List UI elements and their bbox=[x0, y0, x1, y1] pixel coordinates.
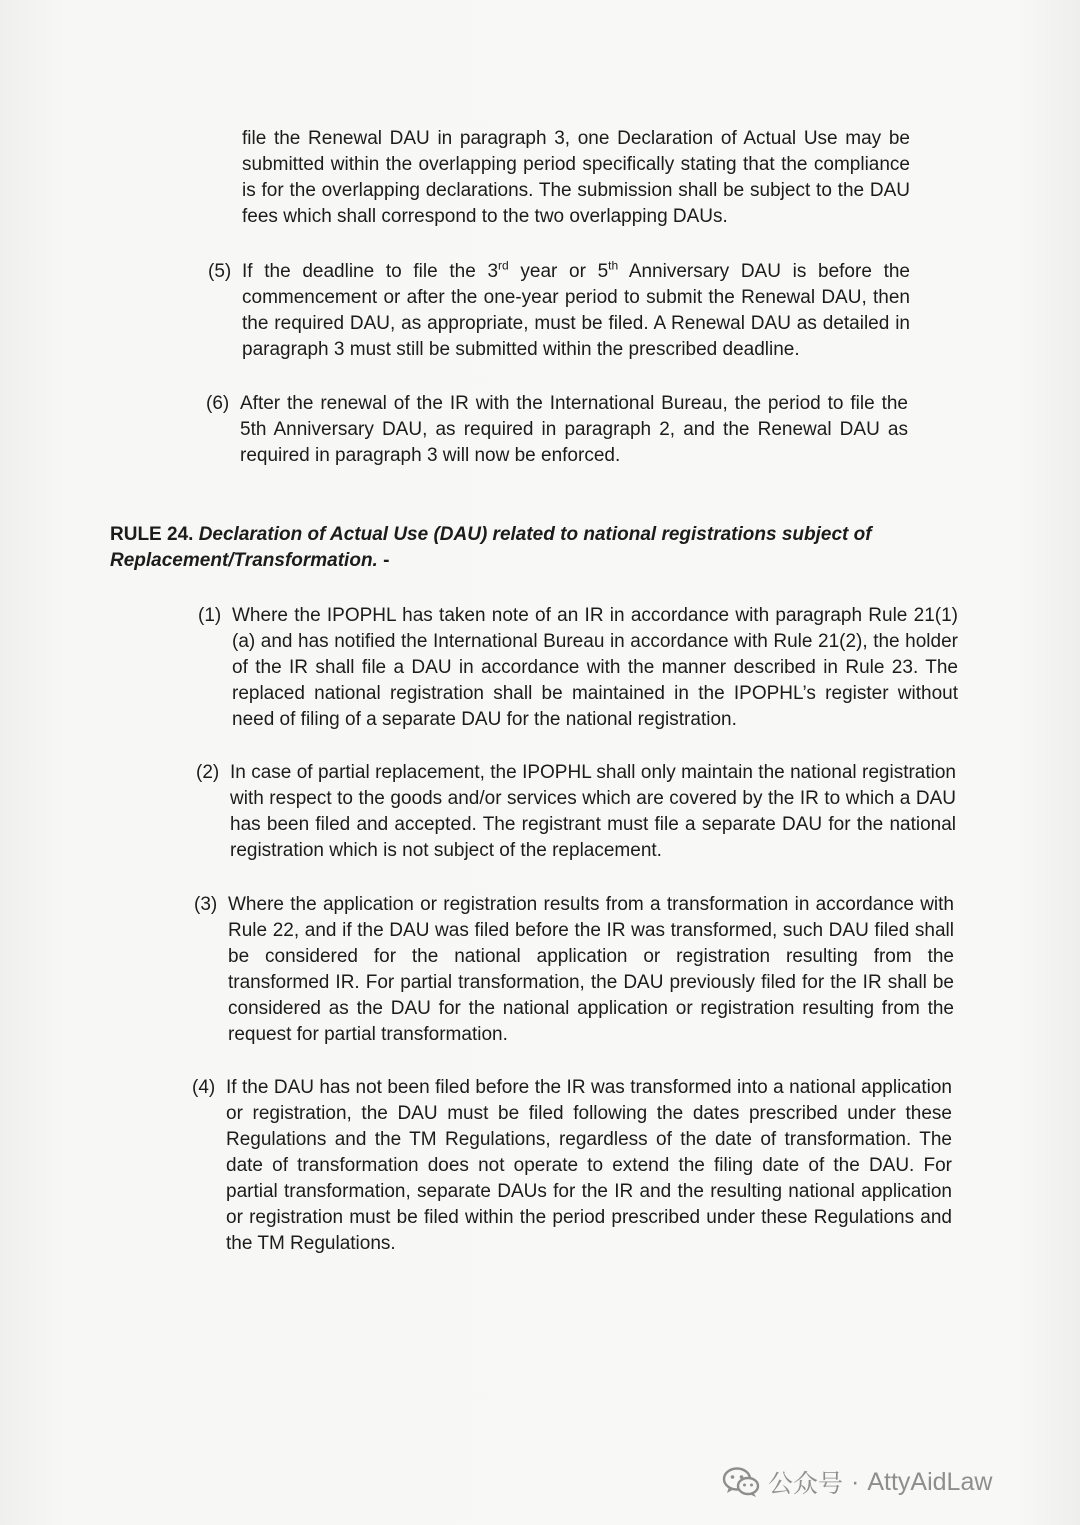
item-number: (4) bbox=[192, 1077, 216, 1098]
paragraph-text: file the Renewal DAU in paragraph 3, one Declaration of Actual Use may be submitted within the overlapping period specifically stating that the compliance is for the overlapping declarations. The submission shall be subject to the DAU fees which shall correspond to the two overlapping DAUs. bbox=[242, 128, 910, 227]
watermark-account: AttyAidLaw bbox=[867, 1467, 993, 1496]
rule24-item-3 bbox=[194, 892, 954, 1048]
item-number: (5) bbox=[208, 261, 232, 282]
superscript-ordinal: rd bbox=[498, 258, 509, 273]
wechat-icon bbox=[722, 1466, 760, 1498]
item-text bbox=[242, 259, 910, 363]
rule23-item-5 bbox=[208, 258, 910, 363]
item-number: (1) bbox=[198, 605, 222, 626]
paragraph-continuation bbox=[242, 126, 910, 230]
rule24-item-4 bbox=[192, 1075, 952, 1257]
item-text: After the renewal of the IR with the International Bureau, the period to file the 5th Anniversary DAU, as required in paragraph 2, and the Renewal DAU as required in paragraph 3 will now be enforced. bbox=[240, 393, 908, 466]
rule-label: RULE 24. bbox=[110, 524, 194, 545]
watermark-label: 公众号 bbox=[768, 1470, 844, 1498]
rule-title: Declaration of Actual Use (DAU) related to national registrations subject of Replacement/Transformation. bbox=[110, 524, 872, 571]
rule24-heading bbox=[110, 522, 960, 574]
item-text-part: year or 5 bbox=[508, 261, 609, 282]
item-number: (6) bbox=[206, 393, 230, 414]
wechat-watermark bbox=[722, 1462, 992, 1502]
rule24-item-2 bbox=[196, 760, 956, 864]
watermark-separator: · bbox=[851, 1467, 860, 1496]
item-text: Where the application or registration results from a transformation in accordance with Rule 22, and if the DAU was filed before the IR was transformed, such DAU filed shall be considered for the national application or registration resulting from the transformed IR. For partial transformation, the DAU previously filed for the IR shall be considered as the DAU for the national application or registration resulting from the request for partial transformation. bbox=[228, 894, 954, 1045]
rule24-item-1 bbox=[198, 603, 958, 733]
item-text: In case of partial replacement, the IPOPHL shall only maintain the national registration with respect to the goods and/or services which are covered by the IR to which a DAU has been filed and accepted. The registrant must file a separate DAU for the national registration which is not subject of the replacement. bbox=[230, 762, 956, 861]
item-text-part: Anniversary DAU is before the commencement or after the one-year period to submit the Renewal DAU, then the required DAU, as appropriate, must be filed. A Renewal DAU as detailed in paragraph 3 must still be submitted within the prescribed deadline. bbox=[242, 261, 910, 360]
rule-heading-suffix: - bbox=[377, 550, 390, 571]
rule23-item-6 bbox=[206, 391, 908, 469]
item-text: If the DAU has not been filed before the IR was transformed into a national application or registration, the DAU must be filed following the dates prescribed under these Regulations and the TM Regulations, regardless of the date of transformation. The date of transformation does not operate to extend the filing date of the DAU. For partial transformation, separate DAUs for the IR and the resulting national application or registration must be filed within the period prescribed under these Regulations and the TM Regulations. bbox=[226, 1077, 952, 1254]
item-text: Where the IPOPHL has taken note of an IR in accordance with paragraph Rule 21(1)(a) and has notified the International Bureau in accordance with Rule 21(2), the holder of the IR shall file a DAU in accordance with the manner described in Rule 23. The replaced national registration shall be maintained in the IPOPHL’s register without need of filing of a separate DAU for the national registration. bbox=[232, 605, 958, 730]
item-number: (2) bbox=[196, 762, 220, 783]
superscript-ordinal: th bbox=[608, 258, 619, 273]
item-number: (3) bbox=[194, 894, 218, 915]
item-text-part: If the deadline to file the 3 bbox=[242, 261, 499, 282]
